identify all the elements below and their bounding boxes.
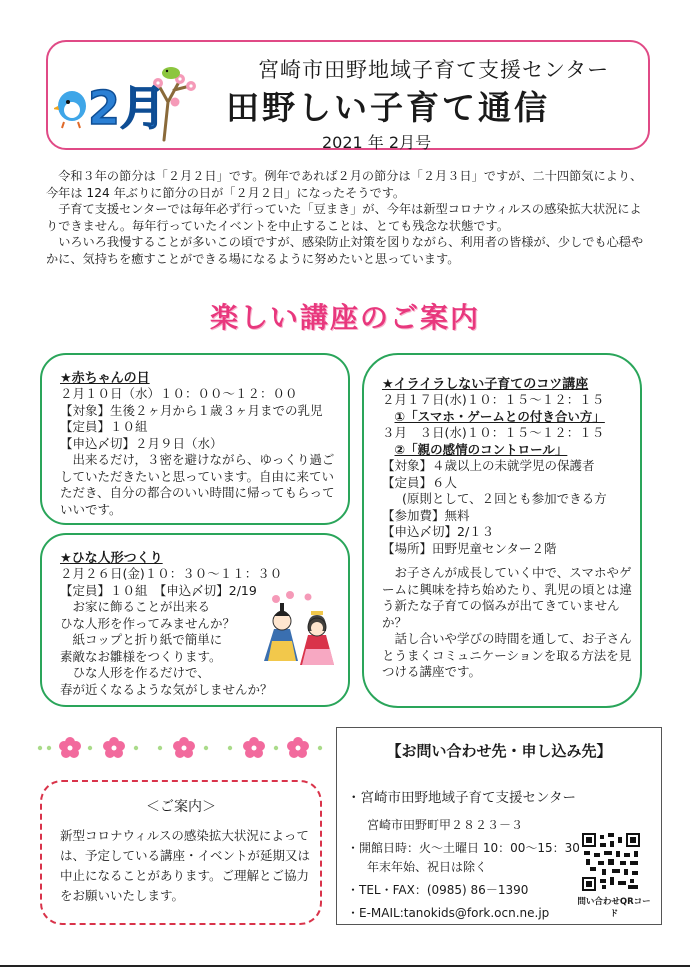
intro-paragraph: 子育て支援センターでは毎年必ず行っていた「豆まき」が、今年は新型コロナウィルスの感染拡大状況によりできません。毎年行っていたイベントを中止することは、とても残念な状態です。 — [46, 202, 642, 233]
baby-day-panel — [40, 353, 350, 525]
baby-day-title: ★赤ちゃんの日 — [60, 371, 150, 386]
lecture-deadline: 【申込〆切】2/１３ — [382, 524, 495, 539]
hina-doll-desc-line: 素敵なお雛様をつくります。 — [60, 648, 222, 664]
hina-doll-panel — [40, 533, 350, 707]
month-logo — [54, 62, 204, 142]
contact-tel-fax: ・TEL・FAX：(0985) 86－1390 — [347, 883, 529, 897]
baby-day-capacity: 【定員】１０組 — [60, 419, 148, 434]
flower-icon — [287, 737, 309, 758]
flower-divider — [36, 734, 326, 762]
newsletter-title: 田野しい子育て通信 — [226, 88, 550, 127]
bird-icon — [54, 91, 86, 128]
baby-day-datetime: ２月１０日（水）１０：００～１２：００ — [60, 386, 298, 401]
flower-icon — [59, 737, 81, 758]
lecture-description: 話し合いや学びの時間を通して、お子さんとうまくコミュニケーションを取る方法を見つける講座です。 — [382, 631, 632, 679]
hina-doll-desc-line: ひな人形を作るだけで、 — [72, 665, 210, 680]
contact-address: 宮崎市田野町甲２８２３－３ — [367, 818, 524, 832]
baby-day-target: 【対象】生後２ヶ月から１歳３ヶ月までの乳児 — [60, 402, 323, 418]
contact-org: ・宮崎市田野地域子育て支援センター — [347, 790, 576, 806]
hina-doll-desc-line: お家に飾ることが出来る — [72, 599, 211, 614]
flower-icon — [243, 737, 265, 758]
qr-code-label: 問い合わせQRコード — [577, 897, 651, 919]
lecture-panel — [362, 353, 642, 708]
baby-day-deadline: 【申込〆切】２月９日（水） — [60, 435, 223, 451]
lecture-topic-2: ②「親の感情のコントロール」 — [394, 441, 568, 457]
notice-box — [40, 780, 322, 925]
intro-text — [46, 168, 652, 267]
hina-doll-desc-line: 紙コップと折り紙で簡単に — [72, 632, 223, 647]
header-org: 宮崎市田野地域子育て支援センター — [258, 58, 610, 82]
lecture-target: 【対象】４歳以上の未就学児の保護者 — [382, 458, 595, 473]
hina-doll-icon — [256, 591, 342, 671]
hina-doll-desc-line: ひな人形を作ってみませんか？ — [60, 615, 236, 631]
lecture-topic-1: ①「スマホ・ゲームとの付き合い方」 — [394, 408, 605, 424]
intro-paragraph: 令和３年の節分は「２月２日」です。例年であれば２月の節分は「２月３日」ですが、二十四節気により、今年は 124 年ぶりに節分の日が「２月２日」になったそうです。 — [46, 169, 643, 200]
issue-date: 2021 年 2月号 — [322, 133, 432, 152]
footer-divider — [0, 965, 690, 967]
section-title: 楽しい講座のご案内 — [209, 301, 480, 334]
hina-doll-info: 【定員】１０組 【申込〆切】2/19 — [60, 582, 257, 598]
lecture-date-1: ２月１７日(水)１０：１５～１２：１５ — [382, 392, 605, 407]
lecture-fee: 【参加費】無料 — [382, 507, 470, 523]
lecture-title: ★イライラしない子育てのコツ講座 — [382, 377, 589, 392]
contact-hours: ・開館日時：火～土曜日 10：00～15：30 — [347, 841, 580, 855]
intro-paragraph: いろいろ我慢することが多いこの頃ですが、感染防止対策を図りながら、利用者の皆様が、少しでも心穏やかに、気持ちを癒すことができる場になるように努めたいと思っています。 — [46, 235, 644, 266]
notice-title: ＜ご案内＞ — [146, 799, 216, 815]
month-logo-text: 2月 — [88, 81, 167, 135]
qr-code-icon[interactable] — [582, 833, 640, 891]
contact-email: ・E-MAIL:tanokids@fork.ocn.ne.jp — [347, 906, 550, 920]
lecture-capacity-note: (原則として、２回とも参加できる方 — [402, 491, 607, 506]
flower-icon — [173, 737, 195, 758]
contact-title: 【お問い合わせ先・申し込み先】 — [386, 742, 612, 760]
lecture-capacity: 【定員】６人 — [382, 474, 458, 490]
notice-body: 新型コロナウィルスの感染拡大状況によっては、予定している講座・イベントが延期又は中止になることがあります。ご理解とご協力をお願いいたします。 — [60, 828, 311, 903]
flower-icon — [103, 737, 125, 758]
hina-doll-datetime: ２月２６日(金)１０：３０～１１：３０ — [60, 566, 283, 581]
lecture-place: 【場所】田野児童センター２階 — [382, 540, 557, 556]
hina-doll-title: ★ひな人形つくり — [60, 551, 163, 566]
lecture-date-2: ３月 ３日(水)１０：１５～１２：１５ — [382, 425, 605, 440]
lecture-description: お子さんが成長していく中で、スマホやゲームに興味を持ち始めたり、乳児の頃とは違う新たな子育ての悩みが出てきていませんか？ — [382, 565, 633, 630]
hina-doll-desc-line: 春が近くなるような気がしませんか？ — [60, 681, 273, 697]
small-bird-icon — [162, 67, 180, 79]
baby-day-description: 出来るだけ，３密を避けながら、ゆっくり過ごしていただきたいと思っています。自由に来ていただき、自分の都合のいい時間に帰ってもらっていいです。 — [60, 452, 335, 517]
contact-closed-days: 年末年始、祝日は除く — [367, 860, 488, 874]
